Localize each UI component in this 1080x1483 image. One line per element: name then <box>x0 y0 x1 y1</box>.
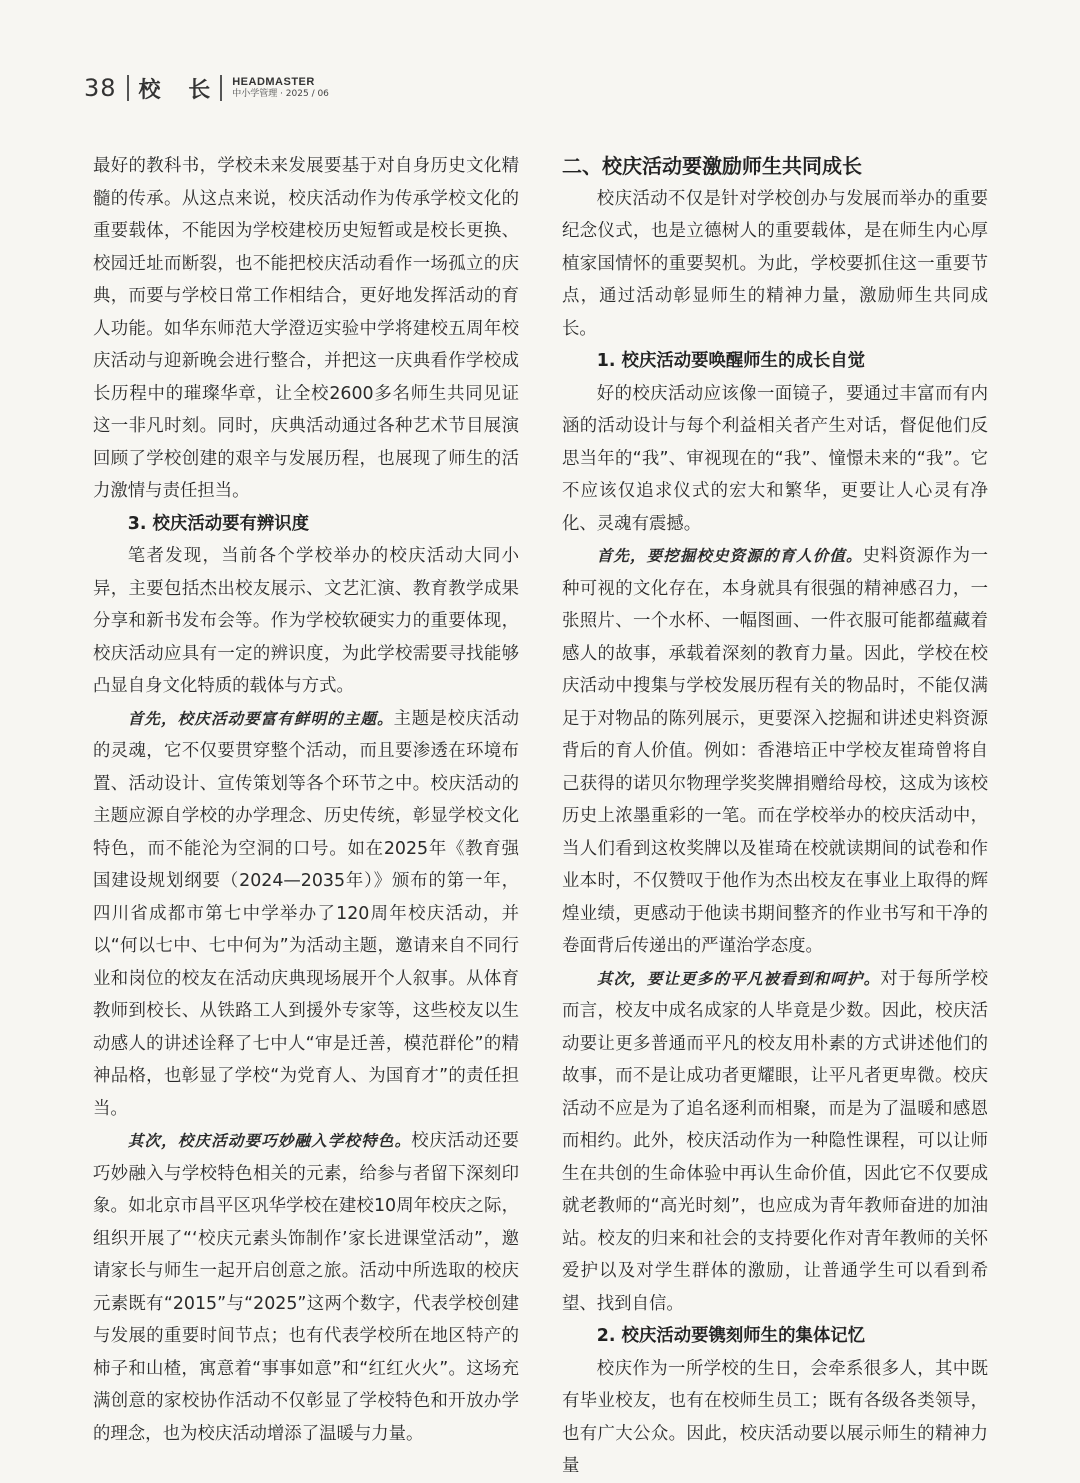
section-heading: 3. 校庆活动要有辨识度 <box>127 513 310 534</box>
magazine-title: 校 长 <box>138 77 221 103</box>
magazine-english-title: HEADMASTER <box>232 76 315 88</box>
paragraph <box>562 963 988 1321</box>
paragraph <box>562 540 988 963</box>
header-divider-2 <box>220 75 222 101</box>
section-heading: 2. 校庆活动要镌刻师生的集体记忆 <box>596 1326 866 1346</box>
paragraph-lead: 其次，要让更多的平凡被看到和呵护。 <box>596 968 881 988</box>
magazine-issue: 中小学管理 · 2025 / 06 <box>232 89 329 99</box>
page-number: 38 <box>84 74 117 102</box>
header-divider <box>127 75 129 101</box>
paragraph <box>93 1125 519 1450</box>
right-column <box>562 150 988 1483</box>
paragraph-body: 史料资源作为一种可视的文化存在，本身就具有很强的精神感召力，一张照片、一个水杯、一幅图画、一件衣服可能都蕴藏着感人的故事，承载着深刻的教育力量。因此，学校在校庆活动中搜集与学校发展历程有关的物品时，不能仅满足于对物品的陈列展示，更要深入挖掘和讲述史料资源背后的育人价值。例如：香港培正中学校友崔琦曾将自己获得的诺贝尔物理学奖奖牌捐赠给母校，这成为该校历史上浓墨重彩的一笔。而在学校举办的校庆活动中，当人们看到这枚奖牌以及崔琦在校就读期间的试卷和作业本时，不仅赞叹于他作为杰出校友在事业上取得的辉煌业绩，更感动于他读书期间整齐的作业书写和干净的卷面背后传递出的严谨治学态度。 <box>562 546 988 956</box>
paragraph: 最好的教科书，学校未来发展要基于对自身历史文化精髓的传承。从这点来说，校庆活动作为传承学校文化的重要载体，不能因为学校建校历史短暂或是校长更换、校园迁址而断裂，也不能把校庆活动看作一场孤立的庆典，而要与学校日常工作相结合，更好地发挥活动的育人功能。如华东师范大学澄迈实验中学将建校五周年校庆活动与迎新晚会进行整合，并把这一庆典看作学校成长历程中的璀璨华章，让全校2600多名师生共同见证这一非凡时刻。同时，庆典活动通过各种艺术节目展演回顾了学校创建的艰辛与发展历程，也展现了师生的活力激情与责任担当。 <box>93 156 519 501</box>
paragraph: 好的校庆活动应该像一面镜子，要通过丰富而有内涵的活动设计与每个利益相关者产生对话，督促他们反思当年的“我”、审视现在的“我”、憧憬未来的“我”。它不应该仅追求仪式的宏大和繁华，更要让人心灵有净化、灵魂有震撼。 <box>562 383 988 534</box>
paragraph-lead: 首先，要挖掘校史资源的育人价值。 <box>596 546 863 565</box>
paragraph <box>93 703 519 1126</box>
paragraph-lead: 首先，校庆活动要富有鲜明的主题。 <box>127 708 394 728</box>
paragraph: 校庆活动不仅是针对学校创办与发展而举办的重要纪念仪式，也是立德树人的重要载体，是在师生内心厚植家国情怀的重要契机。为此，学校要抓住这一重要节点，通过活动彰显师生的精神力量，激励师生共同成长。 <box>562 188 988 339</box>
magazine-subtitle <box>232 76 329 100</box>
paragraph: 校庆作为一所学校的生日，会牵系很多人，其中既有毕业校友，也有在校师生员工；既有各级各类领导，也有广大公众。因此，校庆活动要以展示师生的精神力量 <box>562 1358 988 1476</box>
left-column <box>93 150 519 1450</box>
page-header <box>84 68 329 108</box>
section-heading: 1. 校庆活动要唤醒师生的成长自觉 <box>596 351 866 371</box>
paragraph-lead: 其次，校庆活动要巧妙融入学校特色。 <box>127 1131 412 1150</box>
paragraph-body: 校庆活动还要巧妙融入与学校特色相关的元素，给参与者留下深刻印象。如北京市昌平区巩华学校在建校10周年校庆之际，组织开展了“‘校庆元素头饰制作’家长进课堂活动”，邀请家长与师生一起开启创意之旅。活动中所选取的校庆元素既有“2015”与“2025”这两个数字，代表学校创建与发展的重要时间节点；也有代表学校所在地区特产的柿子和山楂，寓意着“事事如意”和“红红火火”。这场充满创意的家校协作活动不仅彰显了学校特色和开放办学的理念，也为校庆活动增添了温暖与力量。 <box>93 1131 519 1444</box>
paragraph-body: 对于每所学校而言，校友中成名成家的人毕竟是少数。因此，校庆活动要让更多普通而平凡的校友用朴素的方式讲述他们的故事，而不是让成功者更耀眼，让平凡者更卑微。校庆活动不应是为了追名逐利而相聚，而是为了温暖和感恩而相约。此外，校庆活动作为一种隐性课程，可以让师生在共创的生命体验中再认生命价值，因此它不仅要成就老教师的“高光时刻”，也应成为青年教师奋进的加油站。校友的归来和社会的支持要化作对青年教师的关怀爱护以及对学生群体的激励，让普通学生可以看到希望、找到自信。 <box>562 968 988 1314</box>
paragraph: 笔者发现，当前各个学校举办的校庆活动大同小异，主要包括杰出校友展示、文艺汇演、教育教学成果分享和新书发布会等。作为学校软硬实力的重要体现，校庆活动应具有一定的辨识度，为此学校需要寻找能够凸显自身文化特质的载体与方式。 <box>93 546 519 696</box>
paragraph-body: 主题是校庆活动的灵魂，它不仅要贯穿整个活动，而且要渗透在环境布置、活动设计、宣传策划等各个环节之中。校庆活动的主题应源自学校的办学理念、历史传统，彰显学校文化特色，而不能沦为空洞的口号。如在2025年《教育强国建设规划纲要（2024—2035年）》颁布的第一年，四川省成都市第七中学举办了120周年校庆活动，并以“何以七中、七中何为”为活动主题，邀请来自不同行业和岗位的校友在活动庆典现场展开个人叙事。从体育教师到校长、从铁路工人到援外专家等，这些校友以生动感人的讲述诠释了七中人“审是迁善，模范群伦”的精神品格，也彰显了学校“为党育人、为国育才”的责任担当。 <box>93 708 519 1119</box>
chapter-heading: 二、校庆活动要激励师生共同成长 <box>562 154 862 178</box>
